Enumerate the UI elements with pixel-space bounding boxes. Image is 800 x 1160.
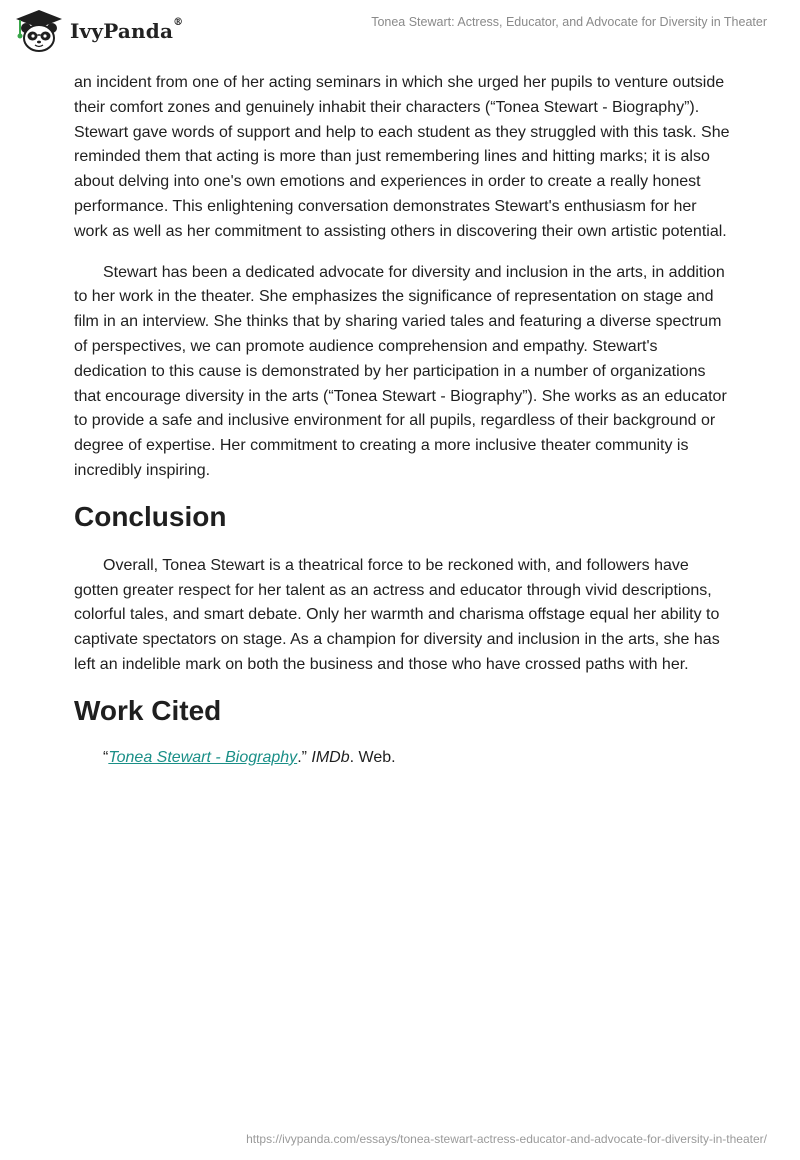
citation-open-quote: “ bbox=[103, 748, 109, 766]
citation-link[interactable]: Tonea Stewart - Biography bbox=[108, 748, 298, 766]
conclusion-heading: Conclusion bbox=[74, 500, 227, 532]
footer-url[interactable]: https://ivypanda.com/essays/tonea-stewart-actress-educator-and-advocate-for-diversity-in-theater/ bbox=[246, 1132, 767, 1146]
citation-tail: . Web. bbox=[349, 748, 396, 766]
body-paragraph: an incident from one of her acting seminars in which she urged her pupils to venture outside their comfort zones and genuinely inhabit their characters (“Tonea Stewart - Biography”). Stewart gave words of support and help to each student as they struggled with this task. She reminded them that acting is more than just remembering lines and hitting marks; it is also about delving into one's own emotions and experiences in order to create a really honest performance. This enlightening conversation demonstrates Stewart's enthusiasm for her work as well as her commitment to assisting others in discovering their own artistic potential. bbox=[74, 74, 730, 240]
ivypanda-logo[interactable] bbox=[14, 8, 183, 54]
document-title: Tonea Stewart: Actress, Educator, and Advocate for Diversity in Theater bbox=[371, 15, 767, 29]
citation-source: IMDb bbox=[311, 748, 350, 766]
brand-name: IvyPanda® bbox=[70, 17, 184, 43]
body-paragraph: Stewart has been a dedicated advocate for diversity and inclusion in the arts, in addition to her work in the theater. She emphasizes the significance of representation on stage and film in an interview. She thinks that by sharing varied tales and featuring a diverse spectrum of perspectives, we can promote audience comprehension and empathy. Stewart's dedication to this cause is demonstrated by her participation in a number of organizations that encourage diversity in the arts (“Tonea Stewart - Biography”). She works as an educator to provide a safe and inclusive environment for all pupils, regardless of their background or degree of expertise. Her commitment to creating a more inclusive theater community is incredibly inspiring. bbox=[74, 263, 727, 479]
conclusion-paragraph: Overall, Tonea Stewart is a theatrical force to be reckoned with, and followers have gotten greater respect for her talent as an actress and educator through vivid descriptions, colorful tales, and smart debate. Only her warmth and charisma offstage equal her ability to captivate spectators on stage. As a champion for diversity and inclusion in the arts, she has left an indelible mark on both the business and those who have crossed paths with her. bbox=[74, 556, 720, 673]
panda-logo-icon bbox=[14, 8, 64, 54]
citation-entry bbox=[103, 746, 734, 770]
essay-content bbox=[74, 71, 734, 770]
works-cited-heading: Work Cited bbox=[74, 694, 222, 726]
page-header bbox=[0, 0, 800, 60]
citation-after-link: .” bbox=[297, 748, 312, 766]
